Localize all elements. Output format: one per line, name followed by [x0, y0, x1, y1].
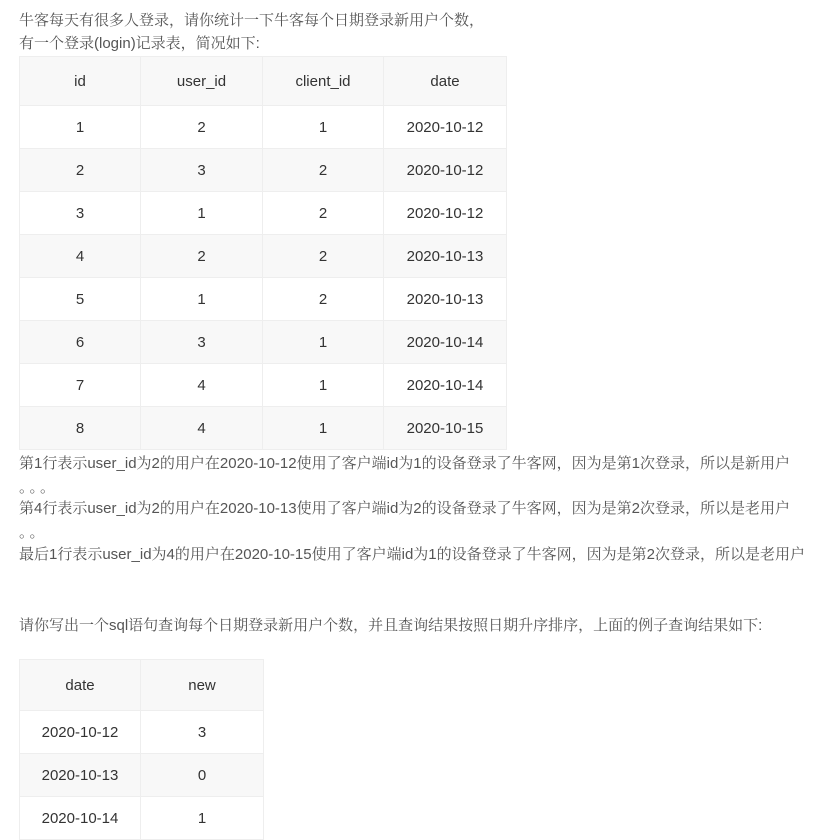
table-row — [20, 321, 507, 364]
cell-client-id: 2 — [263, 235, 384, 278]
cell-date: 2020-10-13 — [384, 235, 507, 278]
table-row — [20, 278, 507, 321]
cell-user-id: 4 — [141, 364, 263, 407]
explanation-line-1-dots: 。。。 — [19, 479, 59, 496]
cell-new: 1 — [141, 797, 264, 840]
cell-id: 1 — [20, 106, 141, 149]
cell-id: 7 — [20, 364, 141, 407]
cell-date: 2020-10-12 — [384, 192, 507, 235]
cell-id: 2 — [20, 149, 141, 192]
cell-date: 2020-10-13 — [384, 278, 507, 321]
explanation-line-1: 第1行表示user_id为2的用户在2020-10-12使用了客户端id为1的设备登录了牛客网，因为是第1次登录，所以是新用户 — [19, 455, 790, 472]
cell-user-id: 4 — [141, 407, 263, 450]
cell-client-id: 1 — [263, 407, 384, 450]
table-row — [20, 149, 507, 192]
cell-user-id: 2 — [141, 235, 263, 278]
cell-id: 4 — [20, 235, 141, 278]
intro-line-2: 有一个登录(login)记录表，简况如下: — [19, 35, 260, 52]
cell-user-id: 3 — [141, 321, 263, 364]
column-header-new: new — [141, 660, 264, 711]
column-header-id: id — [20, 57, 141, 106]
column-header-user-id: user_id — [141, 57, 263, 106]
cell-client-id: 2 — [263, 192, 384, 235]
login-table — [19, 56, 507, 450]
table-row — [20, 235, 507, 278]
cell-client-id: 1 — [263, 106, 384, 149]
column-header-client-id: client_id — [263, 57, 384, 106]
table-row — [20, 797, 264, 840]
cell-new: 0 — [141, 754, 264, 797]
cell-user-id: 1 — [141, 278, 263, 321]
table-row — [20, 407, 507, 450]
cell-client-id: 2 — [263, 278, 384, 321]
explanation-line-3: 最后1行表示user_id为4的用户在2020-10-15使用了客户端id为1的设备登录了牛客网，因为是第2次登录，所以是老用户 — [19, 546, 805, 563]
cell-date: 2020-10-14 — [384, 364, 507, 407]
cell-client-id: 1 — [263, 321, 384, 364]
cell-date: 2020-10-12 — [20, 711, 141, 754]
cell-new: 3 — [141, 711, 264, 754]
cell-id: 5 — [20, 278, 141, 321]
cell-user-id: 3 — [141, 149, 263, 192]
column-header-date: date — [384, 57, 507, 106]
cell-client-id: 2 — [263, 149, 384, 192]
explanation-line-2: 第4行表示user_id为2的用户在2020-10-13使用了客户端id为2的设备登录了牛客网，因为是第2次登录，所以是老用户 — [19, 500, 790, 517]
result-table — [19, 659, 264, 840]
cell-id: 6 — [20, 321, 141, 364]
question-text: 请你写出一个sql语句查询每个日期登录新用户个数，并且查询结果按照日期升序排序，上面的例子查询结果如下: — [19, 617, 763, 634]
cell-date: 2020-10-14 — [20, 797, 141, 840]
column-header-date: date — [20, 660, 141, 711]
table-row — [20, 106, 507, 149]
cell-date: 2020-10-15 — [384, 407, 507, 450]
intro-line-1: 牛客每天有很多人登录，请你统计一下牛客每个日期登录新用户个数， — [19, 12, 485, 29]
cell-user-id: 1 — [141, 192, 263, 235]
table-row — [20, 711, 264, 754]
cell-date: 2020-10-14 — [384, 321, 507, 364]
cell-user-id: 2 — [141, 106, 263, 149]
result-table-header-row — [20, 660, 264, 711]
cell-id: 3 — [20, 192, 141, 235]
table-row — [20, 192, 507, 235]
cell-date: 2020-10-12 — [384, 149, 507, 192]
table-row — [20, 364, 507, 407]
table-row — [20, 754, 264, 797]
login-table-header-row — [20, 57, 507, 106]
cell-id: 8 — [20, 407, 141, 450]
explanation-line-2-dots: 。。 — [19, 524, 48, 541]
cell-client-id: 1 — [263, 364, 384, 407]
cell-date: 2020-10-12 — [384, 106, 507, 149]
cell-date: 2020-10-13 — [20, 754, 141, 797]
